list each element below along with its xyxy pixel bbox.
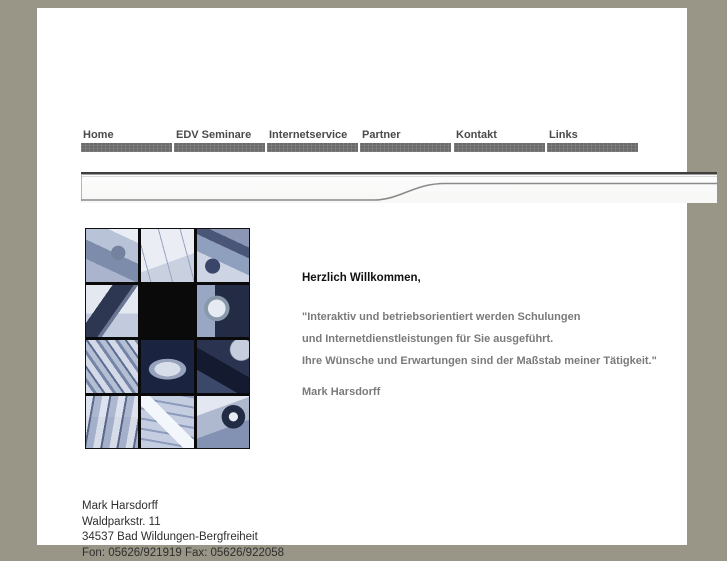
nav-underline-bar[interactable]: [360, 143, 451, 152]
nav-label[interactable]: EDV Seminare: [176, 129, 252, 141]
nav-label[interactable]: Internetservice: [269, 129, 348, 141]
contact-city: 34537 Bad Wildungen-Bergfreiheit: [82, 531, 258, 544]
business-photo-collage: [85, 228, 250, 449]
nav-item-links[interactable]: [547, 129, 638, 152]
photo-keyboard-arrow: [141, 396, 193, 449]
nav-underline-bar[interactable]: [174, 143, 265, 152]
photo-mobile-phone-on-documents: [86, 285, 138, 338]
photo-sketch-notes: [141, 229, 193, 282]
nav-underline-bar[interactable]: [81, 143, 172, 152]
nav-item-home[interactable]: [81, 129, 172, 152]
photo-calculator-keypad: [141, 285, 193, 338]
nav-underline-bar[interactable]: [267, 143, 358, 152]
nav-label[interactable]: Kontakt: [456, 129, 497, 141]
photo-writing-hand: [86, 229, 138, 282]
quote-line: und Internetdienstleistungen für Sie ausgeführt.: [302, 333, 554, 345]
photo-wristwatch: [197, 285, 249, 338]
welcome-heading: Herzlich Willkommen,: [302, 272, 421, 284]
nav-label[interactable]: Home: [83, 129, 114, 141]
nav-underline-bar[interactable]: [454, 143, 545, 152]
nav-item-internetservice[interactable]: [267, 129, 358, 152]
contact-name: Mark Harsdorff: [82, 500, 158, 512]
contact-address-block: [82, 499, 284, 561]
photo-keyboard-typing: [86, 396, 138, 449]
nav-label[interactable]: Links: [549, 129, 578, 141]
nav-item-edv-seminare[interactable]: [174, 129, 265, 152]
photo-desk-watch: [197, 229, 249, 282]
quote-line: "Interaktiv und betriebsorientiert werden Schulungen: [302, 311, 581, 323]
quote-line: Ihre Wünsche und Erwartungen sind der Maßstab meiner Tätigkeit.": [302, 355, 657, 367]
nav-label[interactable]: Partner: [362, 129, 401, 141]
photo-business-suit: [197, 340, 249, 393]
photo-handshake: [141, 340, 193, 393]
content-panel: [37, 8, 687, 559]
welcome-quote: [302, 306, 657, 372]
contact-street: Waldparkstr. 11: [82, 515, 161, 528]
nav-item-partner[interactable]: [360, 129, 451, 152]
swoosh-curve-icon: [81, 172, 717, 203]
photo-hand-with-device: [197, 396, 249, 449]
swoosh-banner-graphic: [81, 172, 717, 203]
contact-phone-fax: Fon: 05626/921919 Fax: 05626/922058: [82, 546, 285, 559]
photo-glass-facade: [86, 340, 138, 393]
nav-item-kontakt[interactable]: [454, 129, 545, 152]
nav-underline-bar[interactable]: [547, 143, 638, 152]
welcome-signature: Mark Harsdorff: [302, 386, 381, 398]
